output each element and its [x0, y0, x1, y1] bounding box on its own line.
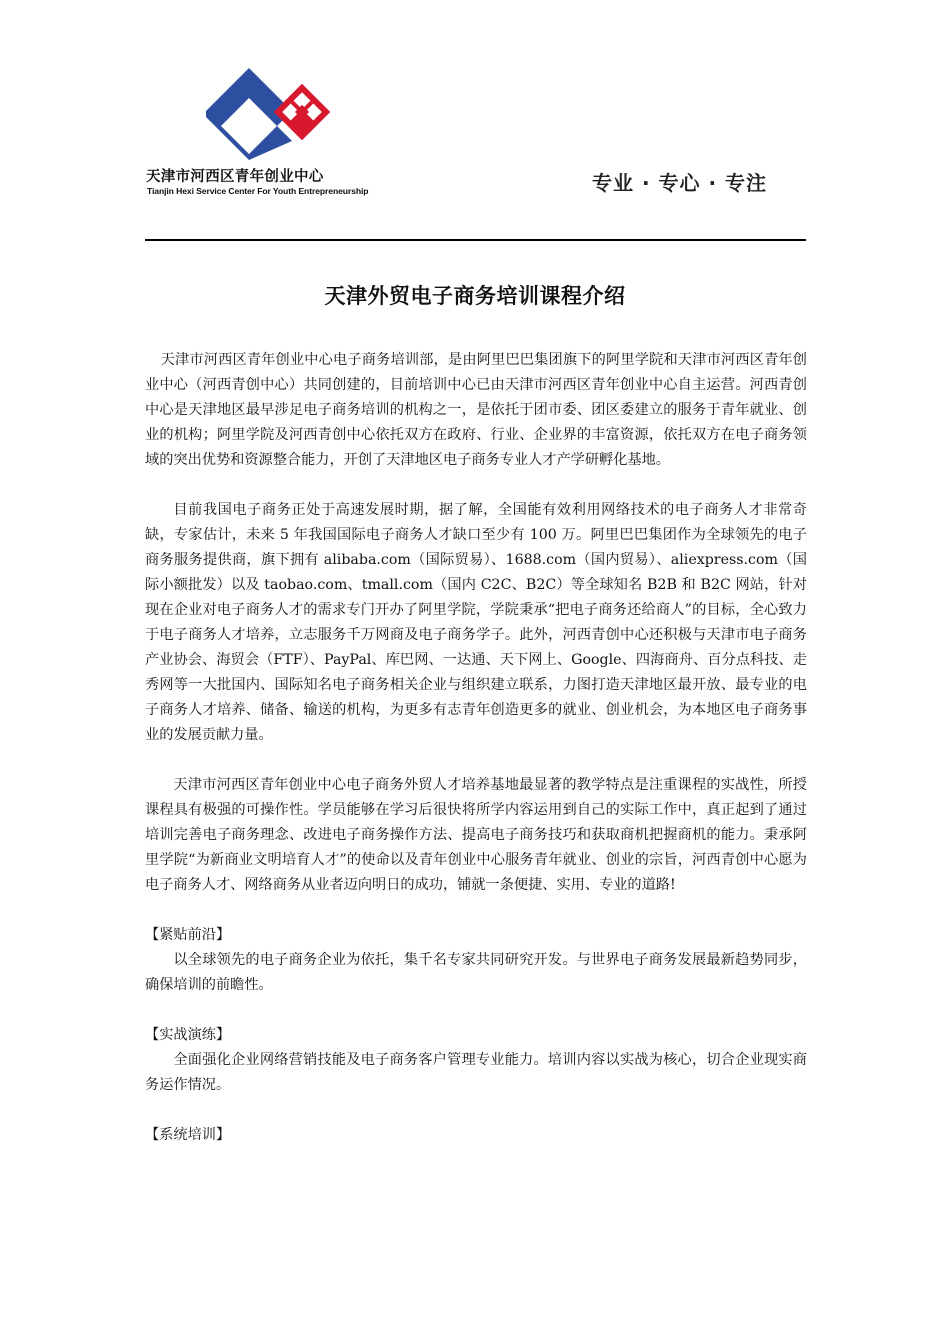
- slogan: 专业 · 专心 · 专注: [592, 171, 768, 195]
- paragraph-teaching: 天津市河西区青年创业中心电子商务外贸人才培养基地最显著的教学特点是注重课程的实战性，所授课程具有极强的可操作性。学员能够在学习后很快将所学内容运用到自己的实际工作中，真正起到了通过培训完善电子商务理念、改进电子商务操作方法、提高电子商务技巧和获取商机把握商机的能力。秉承阿里学院“为新商业文明培育人才”的使命以及青年创业中心服务青年就业、创业的宗旨，河西青创中心愿为电子商务人才、网络商务从业者迈向明日的成功，铺就一条便捷、实用、专业的道路!: [145, 777, 807, 893]
- section-body-frontier: 以全球领先的电子商务企业为依托，集千名专家共同研究开发。与世界电子商务发展最新趋势同步，确保培训的前瞻性。: [145, 952, 807, 993]
- header-divider: [145, 239, 806, 241]
- section-heading-systematic: 【系统培训】: [145, 1127, 231, 1143]
- hexi-youth-center-logo-icon: [202, 66, 332, 162]
- document-title: 天津外贸电子商务培训课程介绍: [324, 284, 626, 308]
- section-body-practice: 全面强化企业网络营销技能及电子商务客户管理专业能力。培训内容以实战为核心，切合企业现实商务运作情况。: [145, 1052, 807, 1093]
- org-name-en: Tianjin Hexi Service Center For Youth Entrepreneurship: [147, 186, 369, 196]
- paragraph-industry: 目前我国电子商务正处于高速发展时期，据了解，全国能有效利用网络技术的电子商务人才非常奇缺，专家估计，未来 5 年我国国际电子商务人才缺口至少有 100 万。阿里巴巴集团作为全球领先的电子商务服务提供商，旗下拥有 alibaba.com（国际贸易）、1688.com（国内贸易）、aliexpress.com（国际小额批发）以及 taobao.com、tmall.com（国内 C2C、B2C）等全球知名 B2B 和 B2C 网站，针对现在企业对电子商务人才的需求专门开办了阿里学院，学院秉承“把电子商务还给商人”的目标，全心致力于电子商务人才培养，立志服务千万网商及电子商务学子。此外，河西青创中心还积极与天津市电子商务产业协会、海贸会（FTF）、PayPal、库巴网、一达通、天下网上、Google、四海商舟、百分点科技、走秀网等一大批国内、国际知名电子商务相关企业与组织建立联系，力图打造天津地区最开放、最专业的电子商务人才培养、储备、输送的机构，为更多有志青年创造更多的就业、创业机会，为本地区电子商务事业的发展贡献力量。: [145, 502, 807, 743]
- section-heading-practice: 【实战演练】: [145, 1027, 231, 1043]
- document-body: [145, 348, 807, 1148]
- org-name-cn: 天津市河西区青年创业中心: [146, 169, 324, 185]
- paragraph-intro: 天津市河西区青年创业中心电子商务培训部，是由阿里巴巴集团旗下的阿里学院和天津市河西区青年创业中心（河西青创中心）共同创建的，目前培训中心已由天津市河西区青年创业中心自主运营。河西青创中心是天津地区最早涉足电子商务培训的机构之一，是依托于团市委、团区委建立的服务于青年就业、创业的机构；阿里学院及河西青创中心依托双方在政府、行业、企业界的丰富资源，依托双方在电子商务领域的突出优势和资源整合能力，开创了天津地区电子商务专业人才产学研孵化基地。: [145, 352, 807, 468]
- section-heading-frontier: 【紧贴前沿】: [145, 927, 231, 943]
